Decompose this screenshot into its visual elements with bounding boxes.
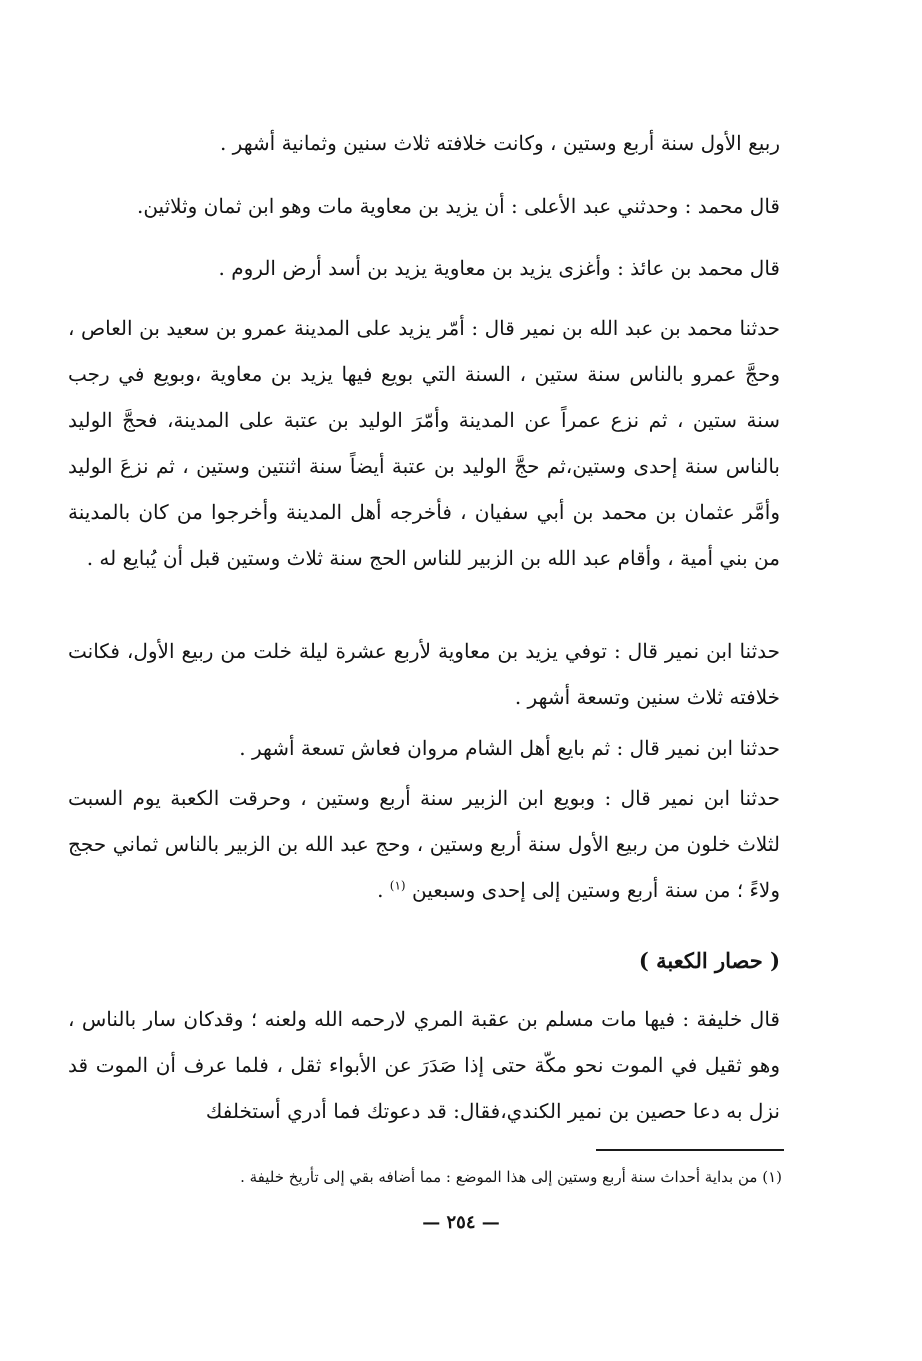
paragraph-1: ربيع الأول سنة أربع وستين ، وكانت خلافته ثلاث سنين وثمانية أشهر .: [219, 131, 780, 155]
paragraph-3: قال محمد بن عائذ : وأغزى يزيد بن معاوية يزيد بن أسد أرض الروم .: [218, 256, 780, 280]
footnote: (١) من بداية أحداث سنة أربع وستين إلى هذا الموضع : مما أضافه بقي إلى تأريخ خليفة .: [240, 1168, 782, 1186]
paragraph-7: [68, 775, 780, 913]
paragraph-7-tail: .: [377, 878, 390, 902]
paragraph-2: قال محمد : وحدثني عبد الأعلى : أن يزيد بن معاوية مات وهو ابن ثمان وثلاثين.: [136, 194, 780, 218]
paragraph-5: حدثنا ابن نمير قال : توفي يزيد بن معاوية لأربع عشرة ليلة خلت من ربيع الأول، فكانت خلافته ثلاث سنين وتسعة أشهر .: [68, 639, 780, 709]
footnote-divider: [596, 1149, 784, 1151]
paragraph-8: قال خليفة : فيها مات مسلم بن عقبة المري لارحمه الله ولعنه ؛ وقدكان سار بالناس ، وهو ثقيل في الموت نحو مكّة حتى إذا صَدَرَ عن الأبواء ثقل ، فلما عرف أن الموت قد نزل به دعا حصين بن نمير الكندي،فقال: قد دعوتك فما أدري أستخلفك: [68, 1007, 781, 1123]
section-heading: ( حصار الكعبة ): [638, 948, 780, 973]
paragraph-7-body: حدثنا ابن نمير قال : وبويع ابن الزبير سنة أربع وستين ، وحرقت الكعبة يوم السبت لثلاث خلون من ربيع الأول سنة أربع وستين ، وحج عبد الله بن الزبير بالناس ثماني حجج ولاءً ؛ من سنة أربع وستين إلى إحدى وسبعين: [68, 786, 780, 902]
footnote-marker: (١): [389, 878, 406, 893]
page-number: — ٢٥٤ —: [422, 1212, 500, 1233]
paragraph-4: حدثنا محمد بن عبد الله بن نمير قال : أمّر يزيد على المدينة عمرو بن سعيد بن العاص ، وحجَّ عمرو بالناس سنة ستين ، السنة التي بويع فيها يزيد بن معاوية ،وبويع في رجب سنة ستين ، ثم نزع عمراً عن المدينة وأمّرَ الوليد بن عتبة على المدينة، فحجَّ الوليد بالناس سنة إحدى وستين،ثم حجَّ الوليد بن عتبة أيضاً سنة اثنتين وستين ، ثم نزعَ الوليد وأمَّر عثمان بن محمد بن أبي سفيان ، فأخرجه أهل المدينة وأخرجوا من كان بالمدينة من بني أمية ، وأقام عبد الله بن الزبير للناس الحج سنة ثلاث وستين قبل أن يُبايع له .: [68, 316, 780, 570]
paragraph-6: حدثنا ابن نمير قال : ثم بايع أهل الشام مروان فعاش تسعة أشهر .: [239, 736, 780, 760]
